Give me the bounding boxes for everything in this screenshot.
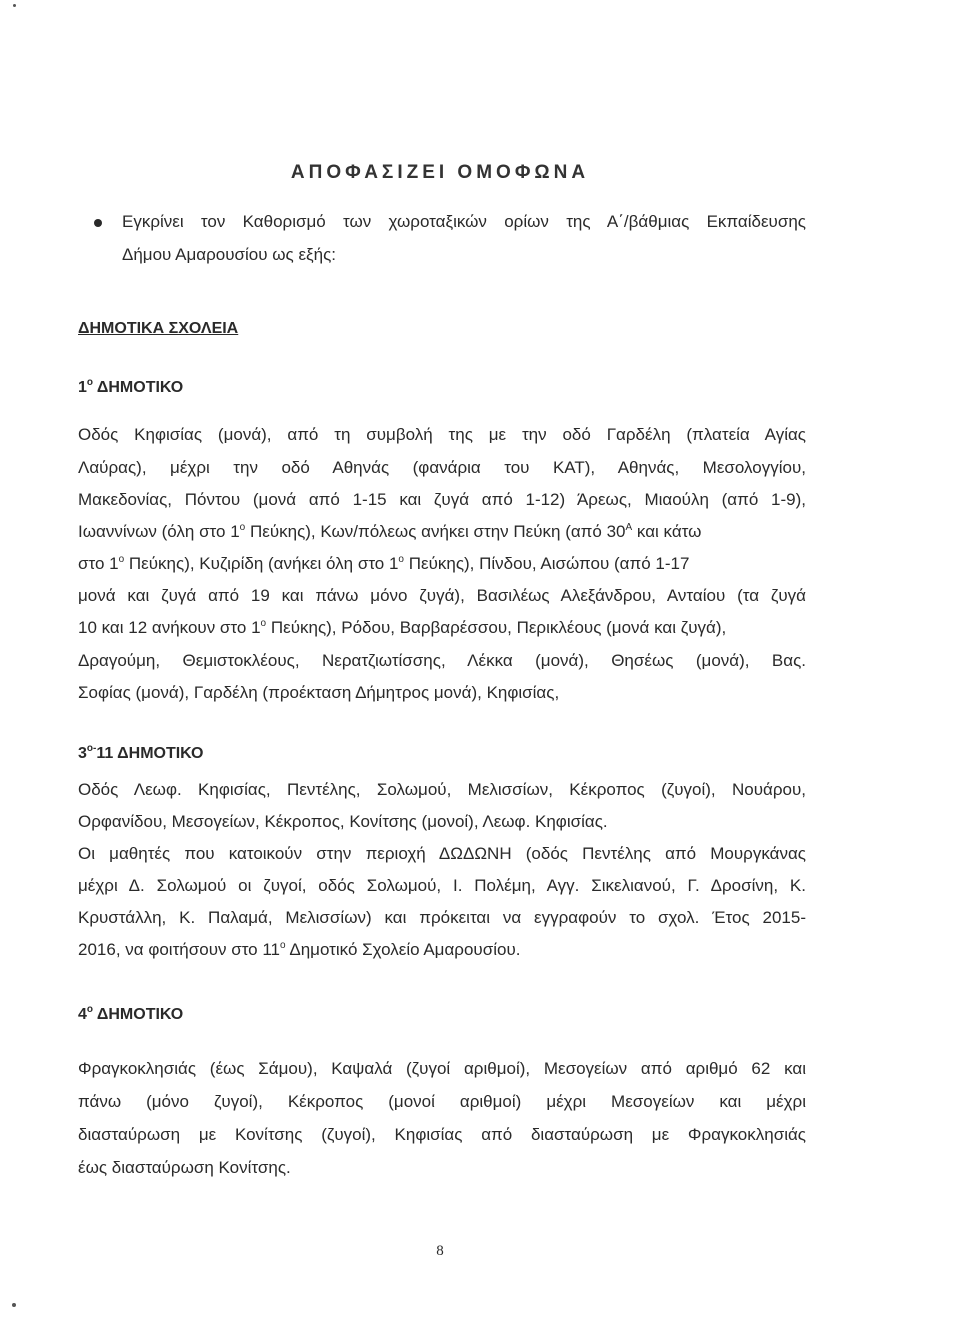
bullet-icon: [94, 219, 102, 227]
school-number: 3: [78, 745, 87, 762]
school-label: ΔΗΜΟΤΙΚΟ: [93, 379, 184, 396]
text-part: Πεύκης), Κυζιρίδη (ανήκει όλη στο 1: [124, 554, 399, 573]
text-part: Πεύκης), Ρόδου, Βαρβαρέσσου, Περικλέους (μονά και ζυγά),: [266, 618, 727, 637]
scan-speck: [13, 4, 16, 7]
text-line: Σοφίας (μονά), Γαρδέλη (προέκταση Δήμητρος μονά), Κηφισίας,: [78, 683, 560, 702]
text-line: Φραγκοκλησιάς (έως Σάμου), Καψαλά (ζυγοί αριθμοί), Μεσογείων από αριθμό 62 και: [78, 1059, 806, 1078]
ordinal-sup: ο: [86, 1004, 94, 1015]
ordinal-sup: ο: [86, 377, 94, 388]
text-part: Δημοτικό Σχολείο Αμαρουσίου.: [285, 940, 521, 959]
text-part: Ιωαννίνων (όλη στο 1: [78, 522, 240, 541]
school-number: 4: [78, 1006, 87, 1023]
text-line: [78, 521, 806, 543]
section-title: ΔΗΜΟΤΙΚΑ ΣΧΟΛΕΙΑ: [78, 320, 239, 337]
ordinal-sup: ο: [280, 940, 286, 951]
text-part: στο 1: [78, 554, 119, 573]
text-line: Μακεδονίας, Πόντου (μονά από 1-15 και ζυγά από 1-12) Άρεως, Μιαούλη (από 1-9),: [78, 490, 806, 509]
text-line: Δραγούμη, Θεμιστοκλέους, Νερατζιωτίσσης, Λέκκα (μονά), Θησέως (μονά), Βας.: [78, 651, 806, 670]
text-line: Οι μαθητές που κατοικούν στην περιοχή ΔΩΔΩΝΗ (οδός Πεντέλης από Μουργκάνας: [78, 844, 806, 863]
text-line: Κρυστάλλη, Κ. Παλαμά, Μελισσίων) και πρόκειται να εγγραφούν το σχολ. Έτος 2015-: [78, 908, 806, 927]
text-line: [78, 939, 806, 961]
text-line: διασταύρωση με Κονίτσης (ζυγοί), Κηφισίας από διασταύρωση με Φραγκοκλησιάς: [78, 1125, 806, 1144]
scan-speck: [12, 1303, 16, 1307]
text-line: Οδός Κηφισίας (μονά), από τη συμβολή της με την οδό Γαρδέλη (πλατεία Αγίας: [78, 425, 806, 444]
school-number: 1: [78, 379, 87, 396]
ordinal-sup: ο: [398, 554, 404, 565]
dash-sup: -: [93, 743, 97, 754]
text-part: Πεύκης), Πίνδου, Αισώπου (από 1-17: [403, 554, 690, 573]
ordinal-sup: ο: [239, 522, 246, 533]
text-line: [78, 617, 806, 639]
text-line: [78, 553, 806, 575]
school-title: [78, 1004, 183, 1026]
decision-heading: ΑΠΟΦΑΣΙΖΕΙ ΟΜΟΦΩΝΑ: [290, 162, 590, 183]
page-number: 8: [436, 1243, 444, 1259]
school-title: [78, 377, 183, 399]
text-part: Πεύκης), Κων/πόλεως ανήκει στην Πεύκη (από 30: [245, 522, 626, 541]
school-title: [78, 743, 203, 765]
letter-sup: Α: [625, 522, 633, 533]
text-part: και κάτω: [632, 522, 702, 541]
ordinal-sup: ο: [118, 554, 125, 565]
text-line: Ορφανίδου, Μεσογείων, Κέκροπος, Κονίτσης (μονοί), Λεωφ. Κηφισίας.: [78, 812, 608, 831]
text-part: 10 και 12 ανήκουν στο 1: [78, 618, 261, 637]
text-line: Λαύρας), μέχρι την οδό Αθηνάς (φανάρια του ΚΑΤ), Αθηνάς, Μεσολογγίου,: [78, 458, 806, 477]
ordinal-sup: ο: [86, 743, 94, 754]
bullet-text-line: Δήμου Αμαρουσίου ως εξής:: [122, 245, 337, 264]
text-line: έως διασταύρωση Κονίτσης.: [78, 1158, 291, 1177]
bullet-text-line: Εγκρίνει τον Καθορισμό των χωροταξικών ορίων της Α΄/βάθμιας Εκπαίδευσης: [122, 212, 806, 231]
text-part: 2016, να φοιτήσουν στο 11: [78, 940, 280, 959]
text-line: Οδός Λεωφ. Κηφισίας, Πεντέλης, Σολωμού, Μελισσίων, Κέκροπος (ζυγοί), Νουάρου,: [78, 780, 806, 799]
school-label: ΔΗΜΟΤΙΚΟ: [93, 1006, 184, 1023]
text-line: μέχρι Δ. Σολωμού οι ζυγοί, οδός Σολωμού, Ι. Πολέμη, Αγγ. Σικελιανού, Γ. Δροσίνη, Κ.: [78, 876, 806, 895]
school-number: 11: [96, 745, 114, 762]
text-line: μονά και ζυγά από 19 και πάνω μόνο ζυγά), Βασιλέως Αλεξάνδρου, Ανταίου (τα ζυγά: [78, 586, 806, 605]
ordinal-sup: ο: [260, 618, 267, 629]
school-label: ΔΗΜΟΤΙΚΟ: [113, 745, 204, 762]
text-line: πάνω (μόνο ζυγοί), Κέκροπος (μονοί αριθμοί) μέχρι Μεσογείων και μέχρι: [78, 1092, 806, 1111]
